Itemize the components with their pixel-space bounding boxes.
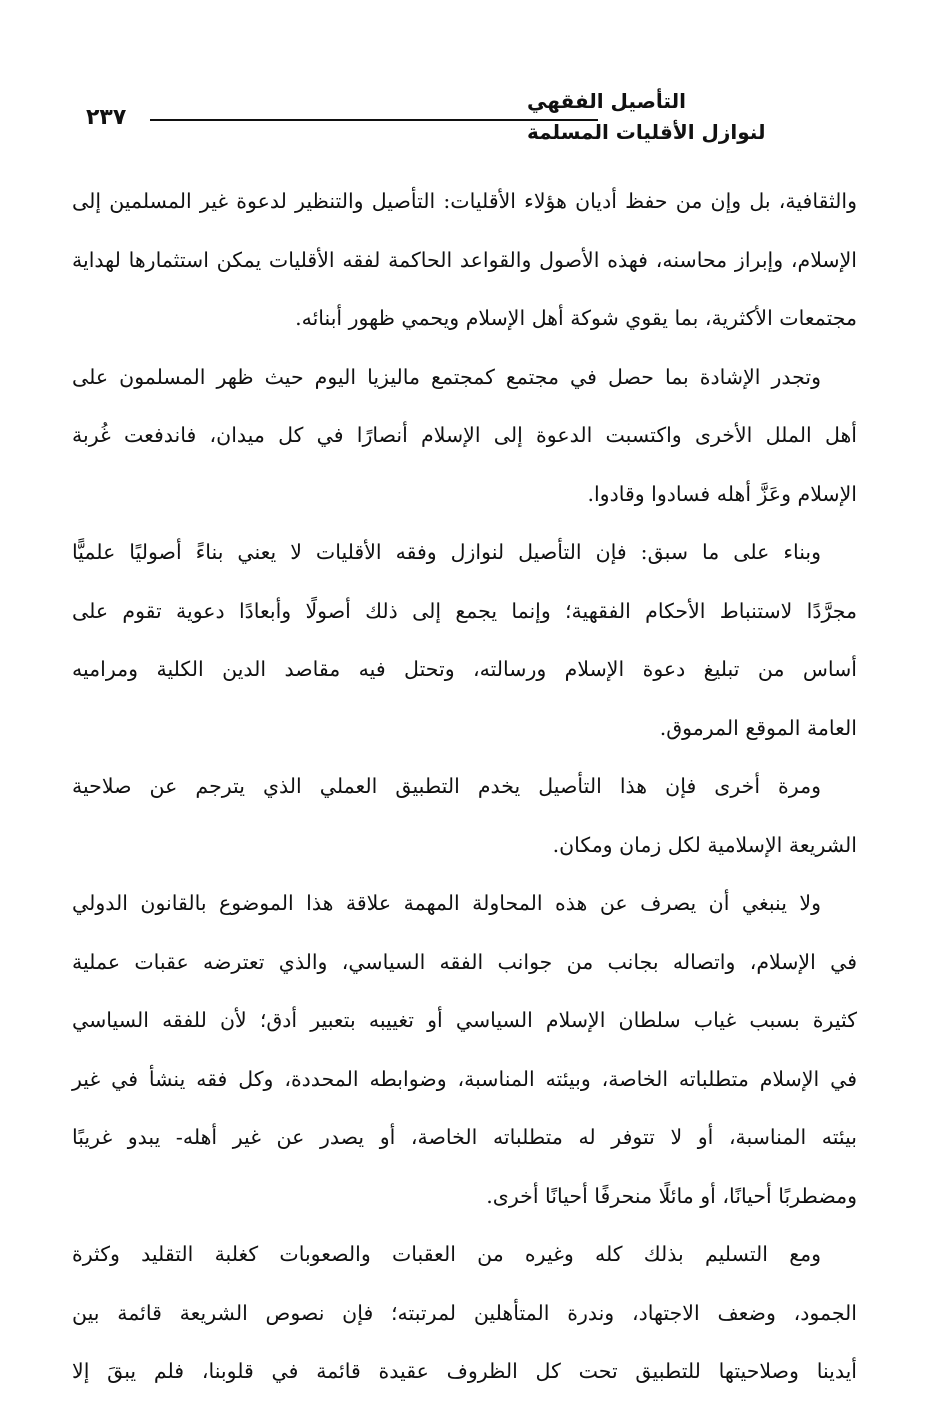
text-line: الشريعة الإسلامية لكل زمان ومكان.	[552, 832, 857, 857]
paragraph-6	[72, 1225, 857, 1401]
text-line: والثقافية، بل وإن من حفظ أديان هؤلاء الأقليات: التأصيل والتنظير لدعوة غير المسلمين إلى	[72, 189, 857, 213]
running-header	[0, 82, 933, 162]
text-line: أهل الملل الأخرى واكتسبت الدعوة إلى الإسلام أنصارًا في كل ميدان، فاندفعت غُربة	[72, 423, 857, 447]
text-line: الإسلام وعَزَّ أهله فسادوا وقادوا.	[587, 481, 857, 506]
text-line: الإسلام، وإبراز محاسنه، فهذه الأصول والقواعد الحاكمة لفقه الأقليات يمكن استثمارها لهداية	[72, 247, 857, 272]
text-line: في الإسلام متطلباته الخاصة، وبيئته المناسبة، وضوابطه المحددة، وكل فقه ينشأ في غير	[72, 1066, 857, 1091]
text-line: مجتمعات الأكثرية، بما يقوي شوكة أهل الإسلام ويحمي ظهور أبنائه.	[295, 306, 857, 330]
text-line: وتجدر الإشادة بما حصل في مجتمع كمجتمع ماليزيا اليوم حيث ظهر المسلمون على	[72, 364, 821, 389]
paragraph-3	[72, 523, 857, 757]
text-line: ومرة أخرى فإن هذا التأصيل يخدم التطبيق العملي الذي يترجم عن صلاحية	[72, 774, 821, 798]
text-line: في الإسلام، واتصاله بجانب من جوانب الفقه السياسي، والذي تعترضه عقبات عملية	[72, 949, 857, 974]
text-line: بيئته المناسبة، أو لا تتوفر له متطلباته الخاصة، أو يصدر عن غير أهله- يبدو غريبًا	[72, 1125, 857, 1149]
paragraph-5	[72, 874, 857, 1225]
text-line: ومضطربًا أحيانًا، أو مائلًا منحرفًا أحيانًا أخرى.	[486, 1183, 857, 1208]
page-number: ٢٣٧	[86, 105, 127, 130]
text-line: أيدينا وصلاحيتها للتطبيق تحت كل الظروف عقيدة قائمة في قلوبنا، فلم يبقَ إلا	[72, 1359, 857, 1383]
text-line: الجمود، وضعف الاجتهاد، وندرة المتأهلين لمرتبته؛ فإن نصوص الشريعة قائمة بين	[72, 1300, 857, 1325]
text-line: ولا ينبغي أن يصرف عن هذه المحاولة المهمة علاقة هذا الموضوع بالقانون الدولي	[72, 891, 821, 915]
text-line: وبناء على ما سبق: فإن التأصيل لنوازل وفقه الأقليات لا يعني بناءً أصوليًا علميًّا	[72, 540, 821, 564]
text-line: ومع التسليم بذلك كله وغيره من العقبات والصعوبات كغلبة التقليد وكثرة	[72, 1242, 821, 1266]
text-line: العامة الموقع المرموق.	[659, 715, 857, 740]
book-title-line-1: التأصيل الفقهي	[527, 89, 686, 113]
paragraph-4	[72, 757, 857, 874]
body-text	[72, 172, 857, 1401]
book-title-line-2: لنوازل الأقليات المسلمة	[527, 120, 766, 144]
text-line: مجرَّدًا لاستنباط الأحكام الفقهية؛ وإنما يجمع إلى ذلك أصولًا وأبعادًا دعوية تقوم على	[72, 598, 857, 623]
book-title	[527, 86, 857, 148]
paragraph-2	[72, 348, 857, 524]
text-line: كثيرة بسبب غياب سلطان الإسلام السياسي أو تغييبه بتعبير أدق؛ لأن للفقه السياسي	[72, 1008, 857, 1032]
text-line: أساس من تبليغ دعوة الإسلام ورسالته، وتحتل فيه مقاصد الدين الكلية ومراميه	[72, 657, 857, 681]
header-rule	[150, 119, 598, 121]
paragraph-1	[72, 172, 857, 348]
